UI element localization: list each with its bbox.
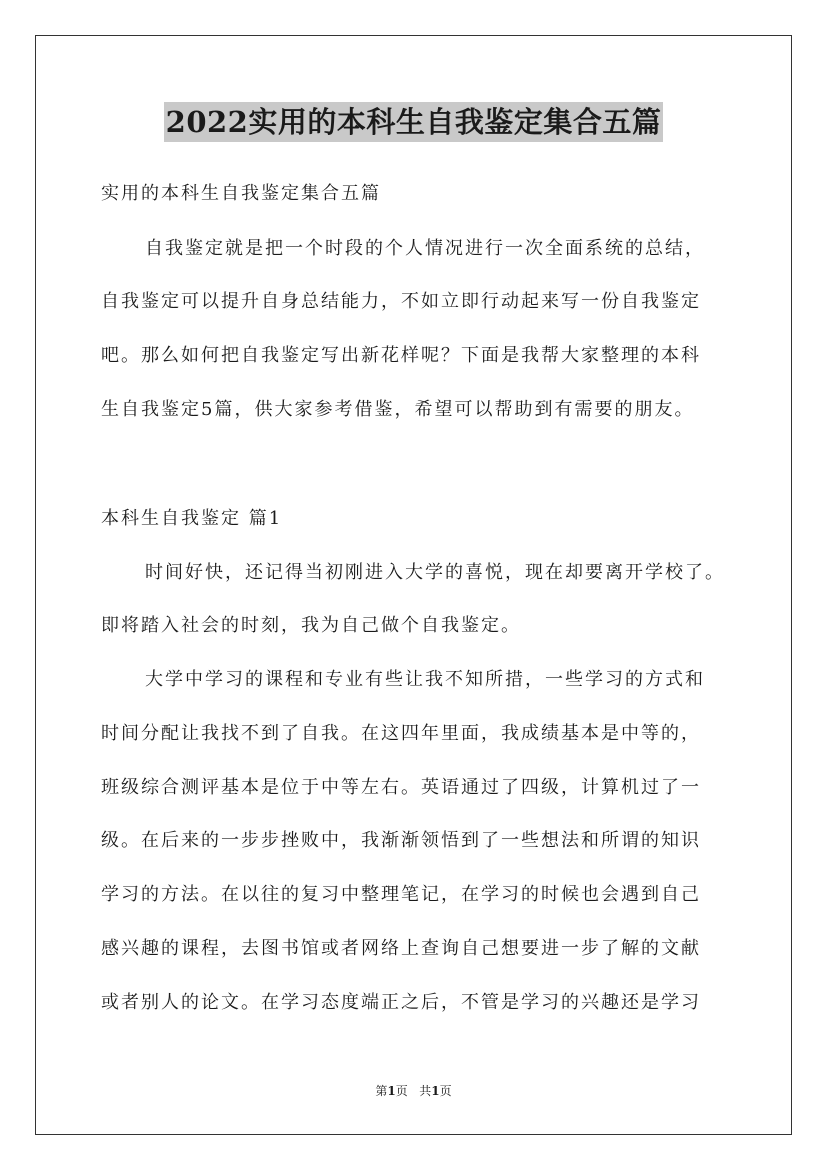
title-container [0,102,827,142]
para2-line-6: 感兴趣的课程，去图书馆或者网络上查询自己想要进一步了解的文献 [101,938,701,959]
page-total: 共1页 [419,1084,452,1098]
intro-line-4: 生自我鉴定5篇，供大家参考借鉴，希望可以帮助到有需要的朋友。 [101,399,695,420]
intro-line-2: 自我鉴定可以提升自身总结能力，不如立即行动起来写一份自我鉴定 [101,291,701,312]
para2-line-1: 大学中学习的课程和专业有些让我不知所措，一些学习的方式和 [145,669,705,690]
document-subtitle: 实用的本科生自我鉴定集合五篇 [101,183,381,204]
para2-line-4: 级。在后来的一步步挫败中，我渐渐领悟到了一些想法和所谓的知识 [101,830,701,851]
document-title: 2022实用的本科生自我鉴定集合五篇 [164,102,664,142]
intro-line-3: 吧。那么如何把自我鉴定写出新花样呢？下面是我帮大家整理的本科 [101,345,701,366]
para2-line-5: 学习的方法。在以往的复习中整理笔记，在学习的时候也会遇到自己 [101,884,701,905]
para1-line-2: 即将踏入社会的时刻，我为自己做个自我鉴定。 [101,615,521,636]
intro-line-1: 自我鉴定就是把一个时段的个人情况进行一次全面系统的总结， [145,238,705,259]
para2-line-2: 时间分配让我找不到了自我。在这四年里面，我成绩基本是中等的， [101,723,701,744]
section-heading: 本科生自我鉴定 篇1 [101,508,283,529]
para1-line-1: 时间好快，还记得当初刚进入大学的喜悦，现在却要离开学校了。 [145,562,725,583]
page-number: 第1页 [375,1084,408,1098]
para2-line-3: 班级综合测评基本是位于中等左右。英语通过了四级，计算机过了一 [101,777,701,798]
para2-line-7: 或者别人的论文。在学习态度端正之后，不管是学习的兴趣还是学习 [101,992,701,1013]
page-footer [0,1083,827,1099]
